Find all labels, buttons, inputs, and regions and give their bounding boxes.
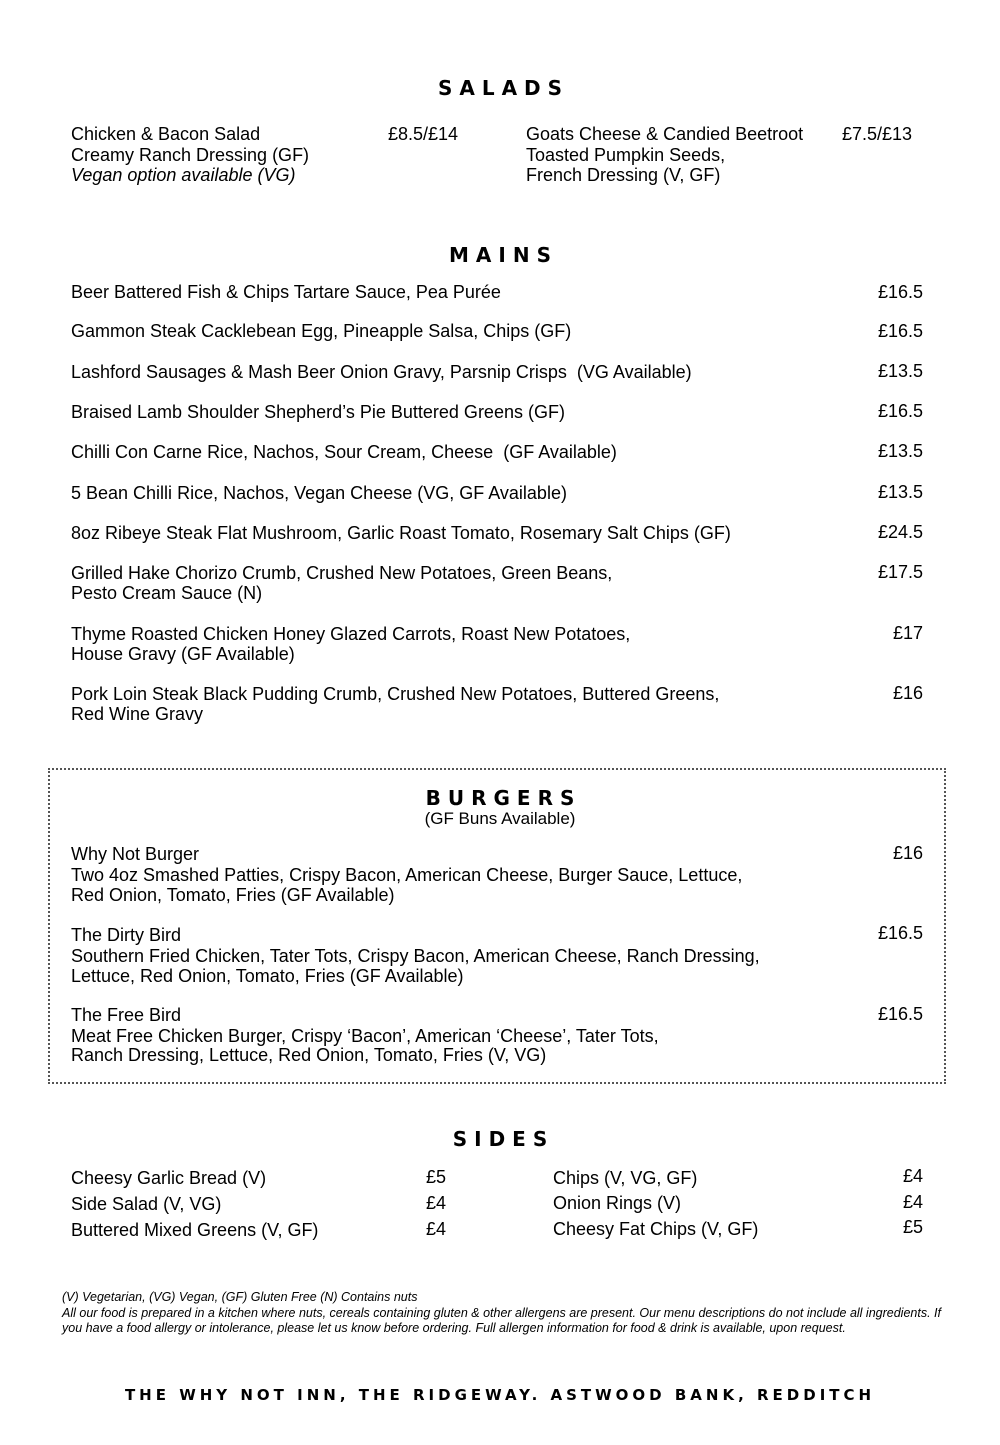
- side-item-name: Chips (V, VG, GF): [553, 1168, 698, 1188]
- main-item: [71, 442, 851, 462]
- main-item-price: £17.5: [877, 562, 923, 582]
- main-item-desc: Flat Mushroom, Garlic Roast Tomato, Rosemary Salt Chips (GF): [217, 523, 731, 543]
- side-item-price: £4: [902, 1192, 923, 1212]
- main-item-price: £16.5: [877, 321, 923, 341]
- sides-heading: SIDES: [452, 1127, 555, 1151]
- burger-price: £16.5: [877, 923, 923, 943]
- mains-heading: MAINS: [449, 243, 558, 267]
- salad-left-price: £8.5/£14: [388, 124, 459, 144]
- main-item: [71, 282, 851, 302]
- burger-desc: Southern Fried Chicken, Tater Tots, Crispy Bacon, American Cheese, Ranch Dressing,: [71, 946, 760, 966]
- main-item-desc: Black Pudding Crumb, Crushed New Potatoes, Buttered Greens,: [203, 684, 720, 704]
- main-item-name: Chilli Con Carne: [71, 442, 203, 462]
- main-item: [71, 684, 851, 724]
- side-item-price: £5: [426, 1167, 447, 1187]
- allergen-notice: All our food is prepared in a kitchen where nuts, cereals containing gluten & other allergens are present. Our menu descriptions do not include all ingredients. If you have a food allergy or intolerance, please let us know before ordering. Full allergen information for food & drink is available, upon request.: [62, 1306, 941, 1335]
- salads-heading: SALADS: [437, 76, 570, 100]
- main-item-name: Thyme Roasted Chicken: [71, 624, 269, 644]
- main-item: [71, 321, 851, 341]
- main-item-price: £16.5: [877, 282, 923, 302]
- main-item-desc: Honey Glazed Carrots, Roast New Potatoes,: [273, 624, 631, 644]
- burger-desc-2: Red Onion, Tomato, Fries (GF Available): [71, 885, 395, 905]
- main-item-price: £16.5: [877, 401, 923, 421]
- side-item-price: £5: [902, 1217, 923, 1237]
- side-item-price: £4: [902, 1166, 923, 1186]
- side-item-price: £4: [426, 1193, 447, 1213]
- main-item-desc-2: Pesto Cream Sauce (N): [71, 583, 263, 603]
- burger-name: The Free Bird: [71, 1005, 182, 1025]
- dietary-key: (V) Vegetarian, (VG) Vegan, (GF) Gluten Free (N) Contains nuts: [62, 1290, 418, 1304]
- salad-left-desc: Creamy Ranch Dressing (GF): [71, 145, 310, 165]
- main-item-desc: Rice, Nachos, Vegan Cheese (VG, GF Available): [177, 483, 567, 503]
- main-item: [71, 362, 851, 382]
- main-item-price: £13.5: [877, 482, 923, 502]
- venue-address: THE WHY NOT INN, THE RIDGEWAY. ASTWOOD BANK, REDDITCH: [124, 1386, 876, 1404]
- main-item-desc-2: Red Wine Gravy: [71, 704, 204, 724]
- salad-left-vegan-note: Vegan option available (VG): [71, 165, 296, 185]
- main-item: [71, 523, 851, 543]
- main-item-desc: Chorizo Crumb, Crushed New Potatoes, Green Beans,: [175, 563, 613, 583]
- main-item-desc: Buttered Greens (GF): [390, 402, 565, 422]
- burger-name: Why Not Burger: [71, 844, 200, 864]
- side-item-name: Cheesy Garlic Bread (V): [71, 1168, 267, 1188]
- main-item-price: £17: [892, 623, 923, 643]
- burger-name: The Dirty Bird: [71, 925, 182, 945]
- main-item-name: 5 Bean Chilli: [71, 483, 173, 503]
- main-item-desc: Cacklebean Egg, Pineapple Salsa, Chips (GF): [201, 321, 572, 341]
- main-item-name: Braised Lamb Shoulder Shepherd’s Pie: [71, 402, 386, 422]
- burger-price: £16.5: [877, 1004, 923, 1024]
- burgers-heading: BURGERS: [425, 786, 582, 810]
- salad-right-desc-1: Toasted Pumpkin Seeds,: [526, 145, 726, 165]
- side-item-name: Buttered Mixed Greens (V, GF): [71, 1220, 319, 1240]
- burger-desc-2: Lettuce, Red Onion, Tomato, Fries (GF Available): [71, 966, 464, 986]
- main-item: [71, 563, 851, 603]
- side-item-name: Onion Rings (V): [553, 1193, 682, 1213]
- salad-right-name: Goats Cheese & Candied Beetroot: [526, 124, 804, 144]
- burgers-subheading: (GF Buns Available): [424, 809, 576, 828]
- side-item-name: Cheesy Fat Chips (V, GF): [553, 1219, 759, 1239]
- main-item-price: £24.5: [877, 522, 923, 542]
- main-item-name: Grilled Hake: [71, 563, 171, 583]
- side-item-price: £4: [426, 1219, 447, 1239]
- main-item-desc-2: House Gravy (GF Available): [71, 644, 295, 664]
- salad-right-desc-2: French Dressing (V, GF): [526, 165, 721, 185]
- main-item-name: Pork Loin Steak: [71, 684, 199, 704]
- burger-desc: Meat Free Chicken Burger, Crispy ‘Bacon’, American ‘Cheese’, Tater Tots,: [71, 1026, 659, 1046]
- main-item-price: £16: [892, 683, 923, 703]
- main-item-name: Lashford Sausages & Mash: [71, 362, 293, 382]
- main-item: [71, 624, 851, 664]
- burger-price: £16: [892, 843, 923, 863]
- salad-left-name: Chicken & Bacon Salad: [71, 124, 261, 144]
- main-item-desc: Rice, Nachos, Sour Cream, Cheese (GF Available): [207, 442, 617, 462]
- main-item-name: Beer Battered Fish & Chips: [71, 282, 290, 302]
- side-item-name: Side Salad (V, VG): [71, 1194, 222, 1214]
- burger-desc-2: Ranch Dressing, Lettuce, Red Onion, Tomato, Fries (V, VG): [71, 1045, 547, 1065]
- main-item-desc: Tartare Sauce, Pea Purée: [293, 282, 501, 302]
- main-item: [71, 483, 851, 503]
- main-item-name: Gammon Steak: [71, 321, 197, 341]
- main-item: [71, 402, 851, 422]
- main-item-name: 8oz Ribeye Steak: [71, 523, 213, 543]
- main-item-desc: Beer Onion Gravy, Parsnip Crisps (VG Available): [297, 362, 692, 382]
- main-item-price: £13.5: [877, 361, 923, 381]
- salad-right-price: £7.5/£13: [842, 124, 913, 144]
- main-item-price: £13.5: [877, 441, 923, 461]
- burger-desc: Two 4oz Smashed Patties, Crispy Bacon, American Cheese, Burger Sauce, Lettuce,: [71, 865, 743, 885]
